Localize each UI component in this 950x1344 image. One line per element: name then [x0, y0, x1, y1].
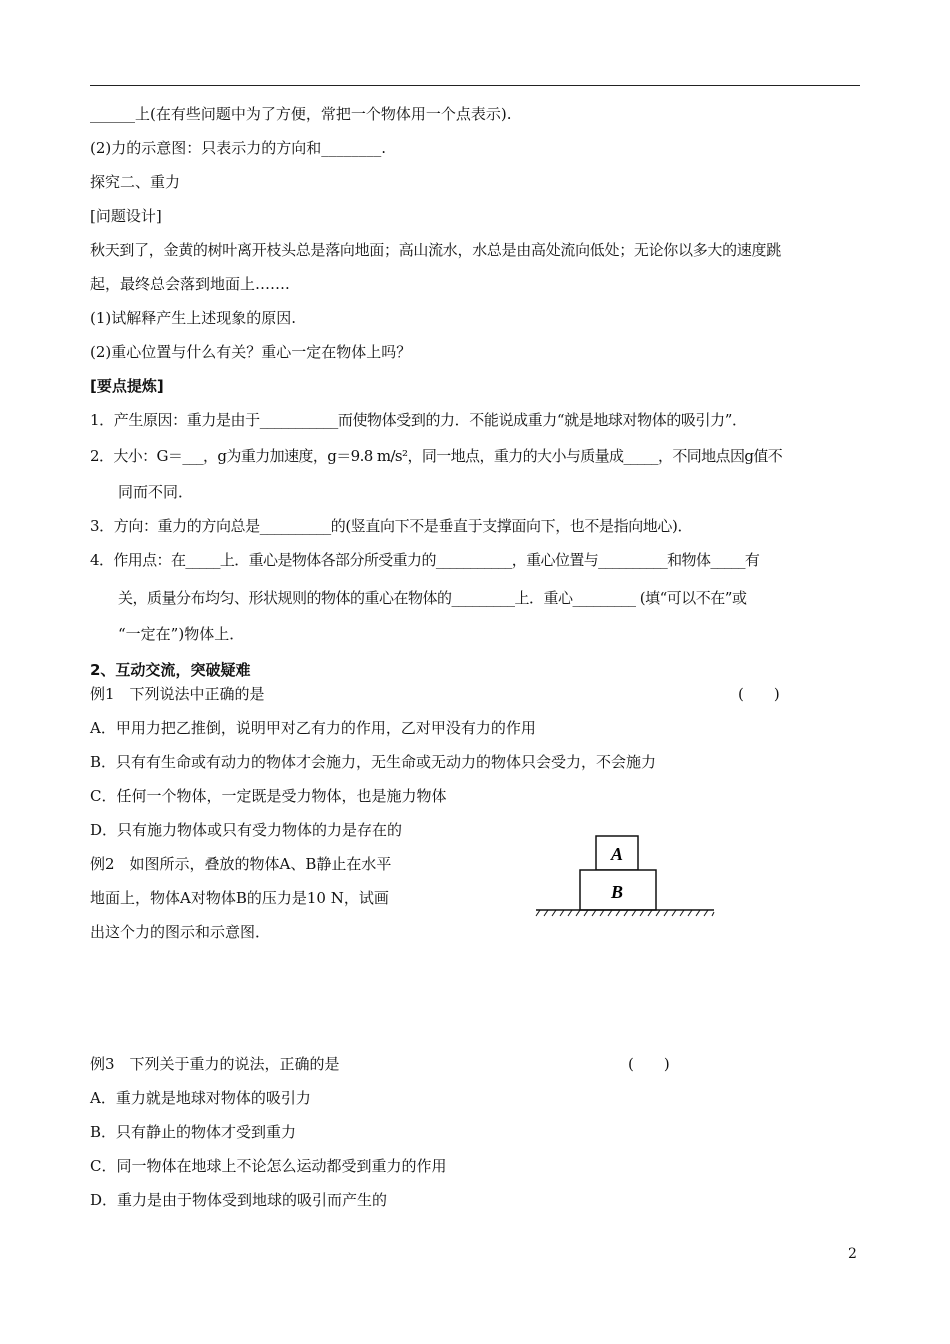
example-2-stem: 例2 如图所示，叠放的物体A、B静止在水平	[90, 855, 392, 873]
answer-paren: ( )	[628, 1055, 670, 1073]
text-line: 1．产生原因：重力是由于___________而使物体受到的力．不能说成重力“就是地球对物体的吸引力”．	[90, 411, 747, 429]
page-number: 2	[848, 1246, 857, 1262]
section-heading: 2、互动交流，突破疑难	[90, 661, 251, 679]
text-line: (2)力的示意图：只表示力的方向和________.	[90, 139, 387, 157]
block-a-label: A	[610, 844, 624, 864]
example-2-stem: 出这个力的图示和示意图．	[90, 923, 271, 941]
option-c: C．同一物体在地球上不论怎么运动都受到重力的作用	[90, 1157, 447, 1175]
example-2-stem: 地面上，物体A对物体B的压力是10 N，试画	[90, 889, 389, 907]
answer-paren: ( )	[738, 685, 780, 703]
text-line: 3．方向：重力的方向总是__________的(竖直向下不是垂直于支撑面向下，也不是指向地心)．	[90, 517, 693, 535]
option-c: C．任何一个物体，一定既是受力物体，也是施力物体	[90, 787, 447, 805]
text-line: 关，质量分布均匀、形状规则的物体的重心在物体的_________上．重心_________ (填“可以不在”或	[118, 589, 747, 607]
subheading: [问题设计]	[90, 207, 162, 225]
section-heading: 探究二、重力	[90, 173, 181, 191]
example-1-stem: 例1 下列说法中正确的是	[90, 685, 265, 703]
option-b: B．只有有生命或有动力的物体才会施力，无生命或无动力的物体只会受力，不会施力	[90, 753, 657, 771]
text-line: 起，最终总会落到地面上…….	[90, 275, 290, 293]
text-line: 2．大小：G＝___，g为重力加速度，g＝9.8 m/s²，同一地点，重力的大小与质量成_____，不同地点因g值不	[90, 447, 783, 465]
text-line: 同而不同．	[118, 483, 194, 501]
option-d: D．重力是由于物体受到地球的吸引而产生的	[90, 1191, 388, 1209]
option-a: A．甲用力把乙推倒，说明甲对乙有力的作用，乙对甲没有力的作用	[90, 719, 536, 737]
text-line: “一定在”)物体上．	[118, 625, 245, 643]
example-3-stem: 例3 下列关于重力的说法，正确的是	[90, 1055, 340, 1073]
block-b-label: B	[610, 882, 624, 902]
text-line: (1)试解释产生上述现象的原因.	[90, 309, 297, 327]
subheading: [要点提炼]	[90, 377, 164, 395]
text-line: 秋天到了，金黄的树叶离开枝头总是落向地面；高山流水，水总是由高处流向低处；无论你以多大的速度跳	[90, 241, 781, 259]
stacked-blocks-figure	[534, 830, 716, 920]
text-line: ______上(在有些问题中为了方便，常把一个物体用一个点表示).	[90, 105, 512, 123]
option-d: D．只有施力物体或只有受力物体的力是存在的	[90, 821, 403, 839]
text-line: (2)重心位置与什么有关？重心一定在物体上吗？	[90, 343, 412, 361]
option-b: B．只有静止的物体才受到重力	[90, 1123, 297, 1141]
header-rule	[90, 85, 860, 86]
text-line: 4．作用点：在_____上．重心是物体各部分所受重力的___________，重心位置与__________和物体_____有	[90, 551, 760, 569]
ground-hatching	[536, 910, 714, 916]
option-a: A．重力就是地球对物体的吸引力	[90, 1089, 311, 1107]
